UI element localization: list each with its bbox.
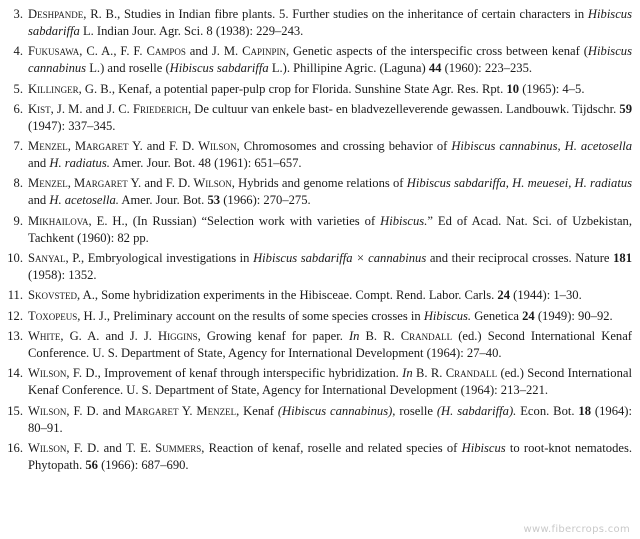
reference-item xyxy=(6,403,632,437)
reference-item xyxy=(6,250,632,284)
reference-number: 4. xyxy=(13,44,23,59)
reference-number: 16. xyxy=(7,440,23,455)
reference-text: Chromosomes and crossing behavior of xyxy=(239,139,452,154)
reference-author: Killinger, G. B., xyxy=(28,81,115,96)
reference-text: L.). Phillipine Agric. (Laguna) xyxy=(268,61,429,76)
reference-text: ” Ed of Acad. Nat. Sci. of Uzbekistan, Tachkent (1960): 82 pp. xyxy=(28,213,632,245)
watermark: www.fibercrops.com xyxy=(523,524,630,535)
reference-italic: Hibiscus sabdariffa × cannabinus xyxy=(253,251,427,266)
reference-item xyxy=(6,175,632,209)
reference-author: Skovsted, A., xyxy=(28,288,98,303)
reference-item xyxy=(6,308,632,325)
reference-author: Sanyal, P., xyxy=(28,251,85,266)
reference-text: Embryological investigations in xyxy=(84,251,254,266)
reference-text: L. Indian Jour. Agr. Sci. 8 (1938): 229–243. xyxy=(79,24,304,38)
reference-italic: H. acetosella. xyxy=(49,193,119,208)
reference-number: 13. xyxy=(7,328,23,343)
reference-italic: Hibiscus cannabinus, H. acetosella xyxy=(451,139,632,154)
reference-text: roselle xyxy=(395,403,437,418)
reference-text: Amer. Jour. Bot. 48 (1961): 651–657. xyxy=(109,156,302,171)
reference-item xyxy=(6,213,632,247)
reference-author: Kist, J. M. xyxy=(28,101,83,116)
reference-text: Reaction of kenaf, roselle and related species of xyxy=(204,440,462,455)
reference-item xyxy=(6,43,632,77)
reference-text: and xyxy=(28,193,50,208)
reference-text: (ed.) Second International Kenaf Conference. U. S. Department of State, Agency for International Development (1964): 27–40. xyxy=(28,328,633,360)
reference-text: (In Russian) “Selection work with varieties of xyxy=(127,213,381,228)
reference-author: Crandall xyxy=(445,366,498,381)
reference-number: 10. xyxy=(7,251,23,266)
reference-number: 9. xyxy=(13,213,23,228)
reference-text: (1947): 337–345. xyxy=(28,118,116,133)
reference-number: 3. xyxy=(13,7,23,21)
reference-italic: H. radiatus. xyxy=(49,156,110,171)
reference-italic: In xyxy=(402,366,413,381)
reference-item xyxy=(6,138,632,172)
reference-volume: 24 xyxy=(522,308,535,323)
reference-italic: Hibiscus. xyxy=(380,213,428,228)
reference-number: 12. xyxy=(7,308,23,323)
reference-author: Wilson, F. D. xyxy=(28,440,100,455)
reference-italic: Hibiscus. xyxy=(423,308,472,323)
reference-author: Toxopeus, H. J., xyxy=(28,308,111,323)
reference-volume: 18 xyxy=(578,403,592,418)
reference-author: F. D. Wilson, xyxy=(165,176,235,191)
reference-text: and xyxy=(99,440,126,455)
reference-text: and xyxy=(185,44,212,59)
reference-text: Improvement of kenaf through interspecific hybridization. xyxy=(100,366,403,381)
reference-italic: (Hibiscus cannabinus), xyxy=(277,403,396,418)
reference-author: Menzel, Margaret Y. xyxy=(28,139,143,154)
reference-italic: Hibiscus sabdariffa, H. meuesei, H. radiatus xyxy=(406,176,633,191)
reference-volume: 181 xyxy=(613,251,632,266)
reference-text: (1944): 1–30. xyxy=(510,288,582,303)
reference-author: Wilson, F. D., xyxy=(28,366,101,381)
reference-item xyxy=(6,6,632,40)
reference-text: Genetic aspects of the interspecific cross between kenaf ( xyxy=(289,44,588,59)
reference-number: 8. xyxy=(13,176,23,191)
reference-item xyxy=(6,328,632,362)
reference-text: L.) and roselle ( xyxy=(86,61,170,76)
reference-italic: In xyxy=(348,328,360,343)
reference-text: and xyxy=(142,139,169,154)
reference-text: Kenaf, a potential paper-pulp crop for Florida. Sunshine State Agr. Res. Rpt. xyxy=(114,81,507,96)
reference-number: 14. xyxy=(7,366,23,381)
reference-volume: 56 xyxy=(85,457,98,472)
reference-number: 6. xyxy=(13,101,23,116)
reference-author: J. J. Higgins, xyxy=(129,328,201,343)
reference-italic: Hibiscus cannabinus xyxy=(28,44,632,76)
reference-text: Preliminary account on the results of some species crosses in xyxy=(110,308,424,323)
reference-author: Margaret Y. Menzel, xyxy=(124,403,240,418)
reference-volume: 59 xyxy=(619,101,633,116)
reference-item xyxy=(6,440,632,474)
reference-volume: 44 xyxy=(428,61,442,76)
reference-text: (1960): 223–235. xyxy=(441,61,533,76)
reference-author: J. C. Friederich, xyxy=(107,101,192,116)
reference-text: and xyxy=(82,101,108,116)
reference-text: Growing kenaf for paper. xyxy=(200,328,349,343)
reference-author: Mikhailova, E. H., xyxy=(28,213,128,228)
reference-text: (1949): 90–92. xyxy=(534,308,613,323)
reference-number: 11. xyxy=(7,288,23,303)
reference-text: (1958): 1352. xyxy=(28,268,97,283)
reference-text: Amer. Jour. Bot. xyxy=(118,193,208,208)
reference-item xyxy=(6,101,632,135)
reference-item xyxy=(6,365,632,399)
reference-author: White, G. A. xyxy=(28,328,100,343)
reference-number: 5. xyxy=(13,81,23,96)
reference-text: (1966): 687–690. xyxy=(97,457,189,472)
reference-text: B. R. xyxy=(359,328,401,343)
reference-italic: Hibiscus xyxy=(461,440,506,455)
reference-list xyxy=(6,6,632,477)
reference-author: Fukusawa, C. A., F. F. Campos xyxy=(28,44,186,59)
reference-author: F. D. Wilson, xyxy=(168,139,240,154)
reference-author: Menzel, Margaret Y. xyxy=(28,176,142,191)
reference-author: T. E. Summers, xyxy=(126,440,205,455)
reference-text: and their reciprocal crosses. Nature xyxy=(426,251,614,266)
reference-text: Kenaf xyxy=(239,403,278,418)
reference-text: Genetica xyxy=(471,308,523,323)
reference-author: J. M. Capinpin, xyxy=(211,44,290,59)
reference-volume: 10 xyxy=(506,81,520,96)
reference-text: and xyxy=(99,328,130,343)
reference-text: and xyxy=(98,403,125,418)
reference-text: (1965): 4–5. xyxy=(519,81,585,96)
reference-author: Crandall xyxy=(400,328,453,343)
reference-text: Hybrids and genome relations of xyxy=(234,176,407,191)
reference-text: (ed.) Second International Kenaf Conference. U. S. Department of State, Agency for International Development (1964): 213–221. xyxy=(28,366,632,398)
reference-text: Some hybridization experiments in the Hibisceae. Compt. Rend. Labor. Carls. xyxy=(98,288,498,303)
reference-number: 15. xyxy=(7,403,23,418)
reference-volume: 53 xyxy=(207,193,221,208)
reference-number: 7. xyxy=(13,139,23,154)
reference-text: B. R. xyxy=(412,366,446,381)
reference-text: (1966): 270–275. xyxy=(220,193,311,208)
reference-italic: (H. sabdariffa). xyxy=(436,403,517,418)
reference-text: Econ. Bot. xyxy=(516,403,579,418)
reference-author: Deshpande, R. B., xyxy=(28,7,121,21)
reference-italic: Hibiscus sabdariffa xyxy=(169,61,269,76)
reference-text: De cultuur van enkele bast- en bladvezelleverende gewassen. Landbouwk. Tijdschr. xyxy=(191,101,620,116)
reference-volume: 24 xyxy=(497,288,511,303)
reference-text: and xyxy=(28,156,50,171)
reference-text: (1964): 80–91. xyxy=(28,403,632,435)
reference-text: to root-knot nematodes. Phytopath. xyxy=(28,440,633,472)
reference-item xyxy=(6,81,632,98)
reference-item xyxy=(6,287,632,304)
reference-text: and xyxy=(141,176,166,191)
reference-italic: Hibiscus sabdariffa xyxy=(28,7,632,38)
reference-text: Studies in Indian fibre plants. 5. Further studies on the inheritance of certain characters in xyxy=(120,7,588,21)
reference-author: Wilson, F. D. xyxy=(28,403,99,418)
